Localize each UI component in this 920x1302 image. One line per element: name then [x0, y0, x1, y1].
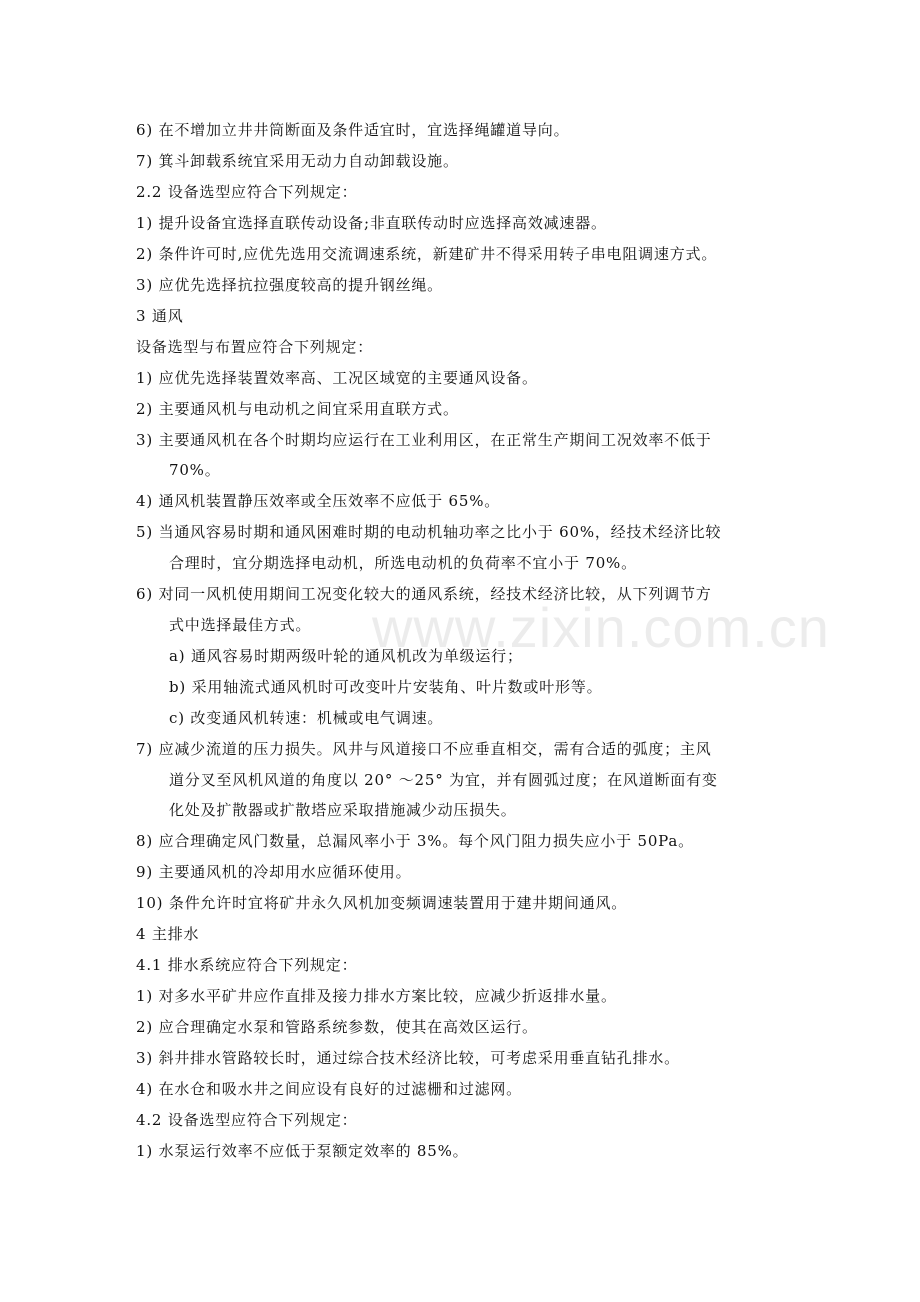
list-item: 6) 在不增加立井井筒断面及条件适宜时，宜选择绳罐道导向。 — [136, 121, 570, 139]
list-item: 4) 在水仓和吸水井之间应设有良好的过滤栅和过滤网。 — [136, 1080, 522, 1098]
paragraph: 设备选型与布置应符合下列规定： — [136, 338, 374, 356]
list-item: 3) 斜井排水管路较长时，通过综合技术经济比较，可考虑采用垂直钻孔排水。 — [136, 1049, 680, 1067]
watermark: www.zixin.com.cn — [372, 596, 830, 659]
list-item: 1) 应优先选择装置效率高、工况区域宽的主要通风设备。 — [136, 369, 538, 387]
section-heading: 2.2 设备选型应符合下列规定： — [136, 183, 358, 201]
list-item: 3) 主要通风机在各个时期均应运行在工业利用区，在正常生产期间工况效率不低于 — [136, 431, 712, 449]
list-item: 1) 水泵运行效率不应低于泵额定效率的 85%。 — [136, 1142, 469, 1160]
sub-list-item: b) 采用轴流式通风机时可改变叶片安装角、叶片数或叶形等。 — [169, 678, 603, 696]
list-item: 8) 应合理确定风门数量，总漏风率小于 3%。每个风门阻力损失应小于 50Pa。 — [136, 832, 694, 850]
section-heading: 4.2 设备选型应符合下列规定： — [136, 1111, 358, 1129]
list-item-continuation: 道分叉至风机风道的角度以 20° ～25° 为宜，并有圆弧过度；在风道断面有变 — [169, 771, 718, 789]
list-item: 1) 提升设备宜选择直联传动设备;非直联传动时应选择高效减速器。 — [136, 214, 607, 232]
section-heading: 4 主排水 — [136, 925, 200, 943]
list-item: 2) 主要通风机与电动机之间宜采用直联方式。 — [136, 400, 459, 418]
list-item: 10) 条件允许时宜将矿井永久风机加变频调速装置用于建井期间通风。 — [136, 894, 628, 912]
list-item: 3) 应优先选择抗拉强度较高的提升钢丝绳。 — [136, 276, 443, 294]
sub-list-item: c) 改变通风机转速：机械或电气调速。 — [169, 709, 444, 727]
list-item: 6) 对同一风机使用期间工况变化较大的通风系统，经技术经济比较，从下列调节方 — [136, 585, 712, 603]
list-item: 5) 当通风容易时期和通风困难时期的电动机轴功率之比小于 60%，经技术经济比较 — [136, 523, 722, 541]
list-item: 2) 条件许可时,应优先选用交流调速系统，新建矿井不得采用转子串电阻调速方式。 — [136, 245, 718, 263]
section-heading: 4.1 排水系统应符合下列规定： — [136, 956, 358, 974]
list-item-continuation: 70%。 — [169, 461, 221, 479]
list-item: 9) 主要通风机的冷却用水应循环使用。 — [136, 863, 412, 881]
list-item: 7) 应减少流道的压力损失。风井与风道接口不应垂直相交，需有合适的弧度；主风 — [136, 740, 712, 758]
list-item: 2) 应合理确定水泵和管路系统参数，使其在高效区运行。 — [136, 1018, 538, 1036]
list-item: 4) 通风机装置静压效率或全压效率不应低于 65%。 — [136, 492, 501, 510]
list-item-continuation: 式中选择最佳方式。 — [169, 616, 312, 634]
list-item: 1) 对多水平矿井应作直排及接力排水方案比较，应减少折返排水量。 — [136, 987, 617, 1005]
section-heading: 3 通风 — [136, 307, 184, 325]
list-item-continuation: 化处及扩散器或扩散塔应采取措施减少动压损失。 — [169, 801, 517, 819]
list-item: 7) 箕斗卸载系统宜采用无动力自动卸载设施。 — [136, 152, 459, 170]
list-item-continuation: 合理时，宜分期选择电动机，所选电动机的负荷率不宜小于 70%。 — [169, 554, 637, 572]
sub-list-item: a) 通风容易时期两级叶轮的通风机改为单级运行； — [169, 647, 523, 665]
